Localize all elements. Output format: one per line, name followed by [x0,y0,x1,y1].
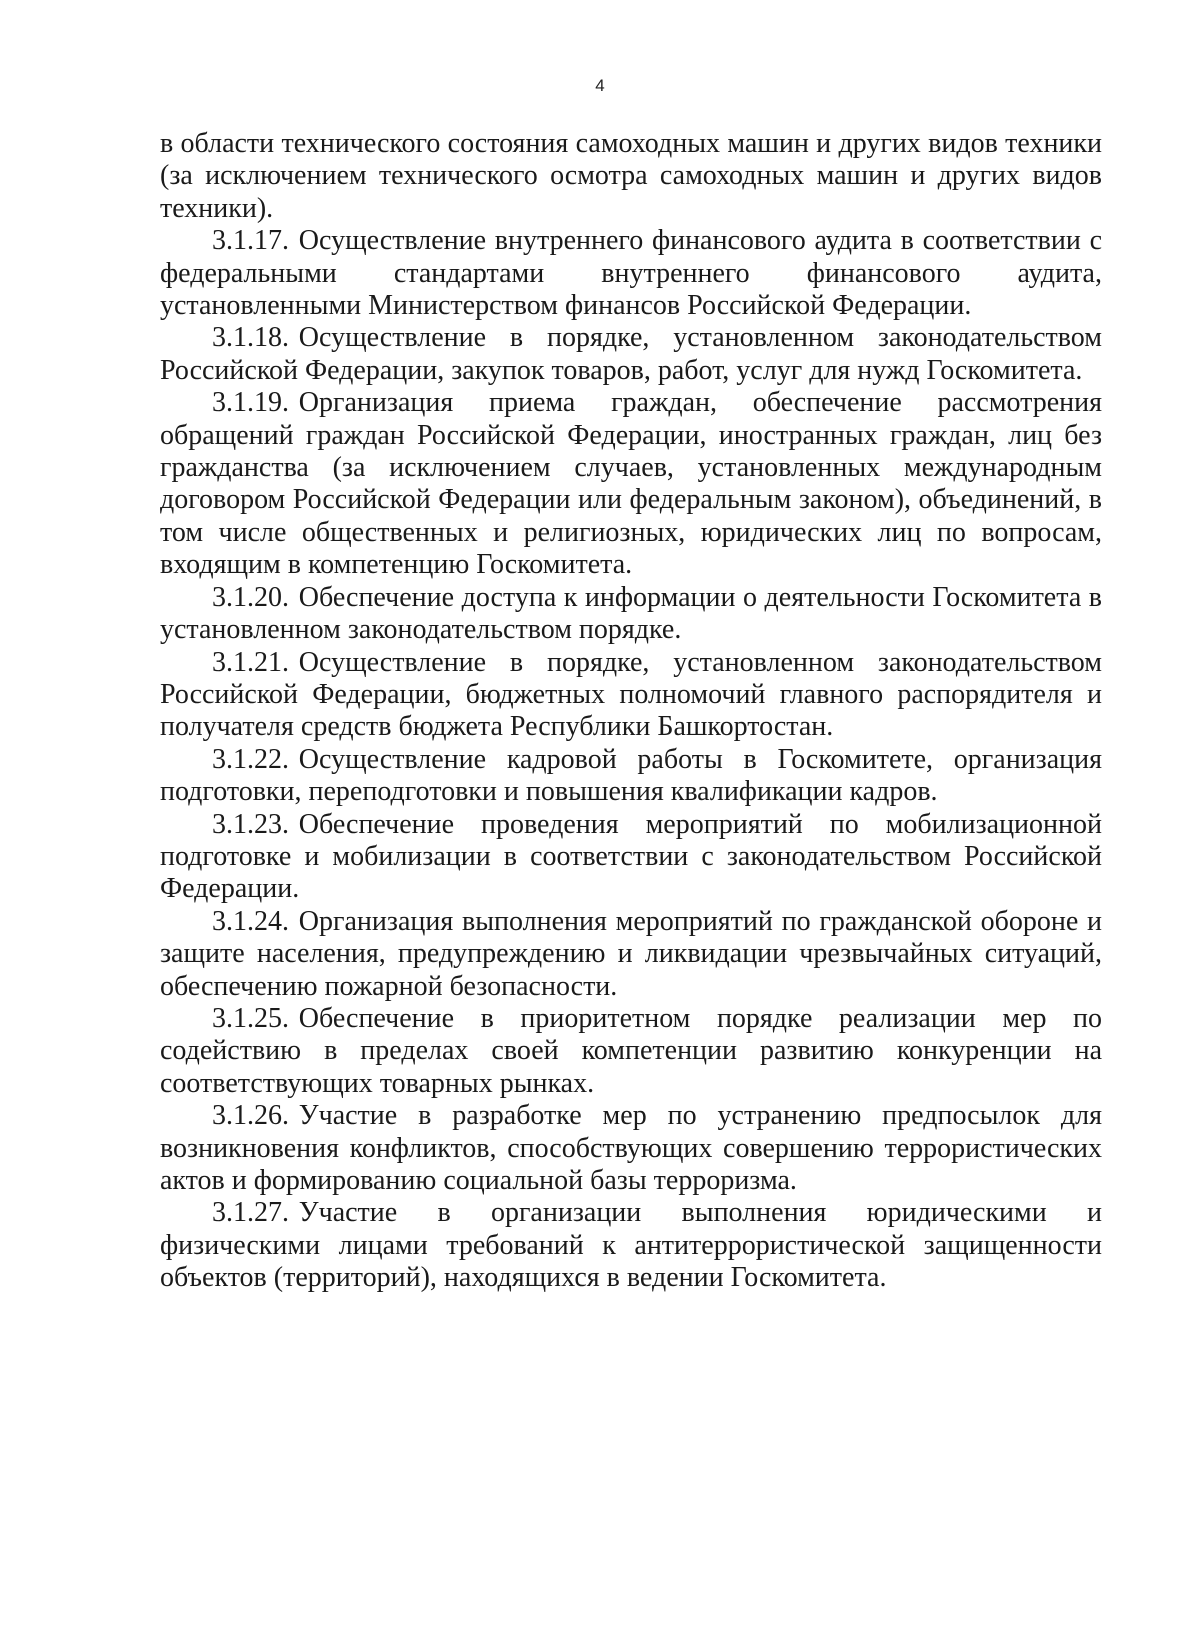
paragraph-3-1-26 [160,1100,1102,1197]
paragraph-text: Осуществление в порядке, установленном законодательством Российской Федерации, закупок товаров, работ, услуг для нужд Госкомитета. [160,322,1102,386]
paragraph-3-1-17 [160,225,1102,322]
paragraph-number: 3.1.23. [212,808,289,840]
paragraph-number: 3.1.22. [212,743,289,775]
paragraph-3-1-25 [160,1003,1102,1100]
paragraph-text: Участие в организации выполнения юридическими и физическими лицами требований к антитеррористической защищенности объектов (территорий), находящихся в ведении Госкомитета. [160,1197,1102,1294]
paragraph-text: Осуществление кадровой работы в Госкомитете, организация подготовки, переподготовки и повышения квалификации кадров. [160,743,1102,808]
paragraph-text: Обеспечение в приоритетном порядке реализации мер по содействию в пределах своей компетенции развитию конкуренции на соответствующих товарных рынках. [160,1002,1102,1099]
paragraph-continuation [160,128,1102,225]
paragraph-text: Осуществление внутреннего финансового аудита в соответствии с федеральными стандартами внутреннего финансового аудита, установленными Министерством финансов Российской Федерации. [160,225,1102,322]
paragraph-number: 3.1.21. [212,646,289,678]
paragraph-number: 3.1.27. [212,1197,289,1229]
paragraph-3-1-20 [160,582,1102,647]
paragraph-number: 3.1.19. [212,387,289,419]
paragraph-text: Участие в разработке мер по устранению предпосылок для возникновения конфликтов, способствующих совершению террористических актов и формированию социальной базы терроризма. [160,1100,1102,1196]
page-number: 4 [595,76,605,95]
paragraph-3-1-21 [160,647,1102,744]
paragraph-number: 3.1.25. [212,1002,289,1034]
paragraph-text: Организация приема граждан, обеспечение рассмотрения обращений граждан Российской Федерации, иностранных граждан, лиц без гражданства (за исключением случаев, установленных международным договором Российской Федерации или федеральным законом), объединений, в том числе общественных и религиозных, юридических лиц по вопросам, входящим в компетенцию Госкомитета. [160,387,1102,581]
paragraph-number: 3.1.18. [212,322,289,354]
paragraph-number: 3.1.20. [212,581,289,613]
paragraph-number: 3.1.26. [212,1100,289,1132]
paragraph-text: Обеспечение доступа к информации о деятельности Госкомитета в установленном законодательством порядке. [160,581,1102,646]
paragraph-text: Организация выполнения мероприятий по гражданской обороне и защите населения, предупреждению и ликвидации чрезвычайных ситуаций, обеспечению пожарной безопасности. [160,905,1102,1002]
document-body [160,128,1102,1295]
paragraph-3-1-24 [160,906,1102,1003]
paragraph-text: Обеспечение проведения мероприятий по мобилизационной подготовке и мобилизации в соответствии с законодательством Российской Федерации. [160,808,1102,905]
paragraph-number: 3.1.24. [212,905,289,937]
paragraph-text: в области технического состояния самоходных машин и других видов техники (за исключением технического осмотра самоходных машин и других видов техники). [160,128,1102,224]
paragraph-3-1-27 [160,1197,1102,1294]
paragraph-text: Осуществление в порядке, установленном законодательством Российской Федерации, бюджетных полномочий главного распорядителя и получателя средств бюджета Республики Башкортостан. [160,646,1102,743]
paragraph-3-1-23 [160,809,1102,906]
paragraph-3-1-22 [160,744,1102,809]
paragraph-number: 3.1.17. [212,225,289,257]
paragraph-3-1-18 [160,322,1102,387]
paragraph-3-1-19 [160,387,1102,581]
